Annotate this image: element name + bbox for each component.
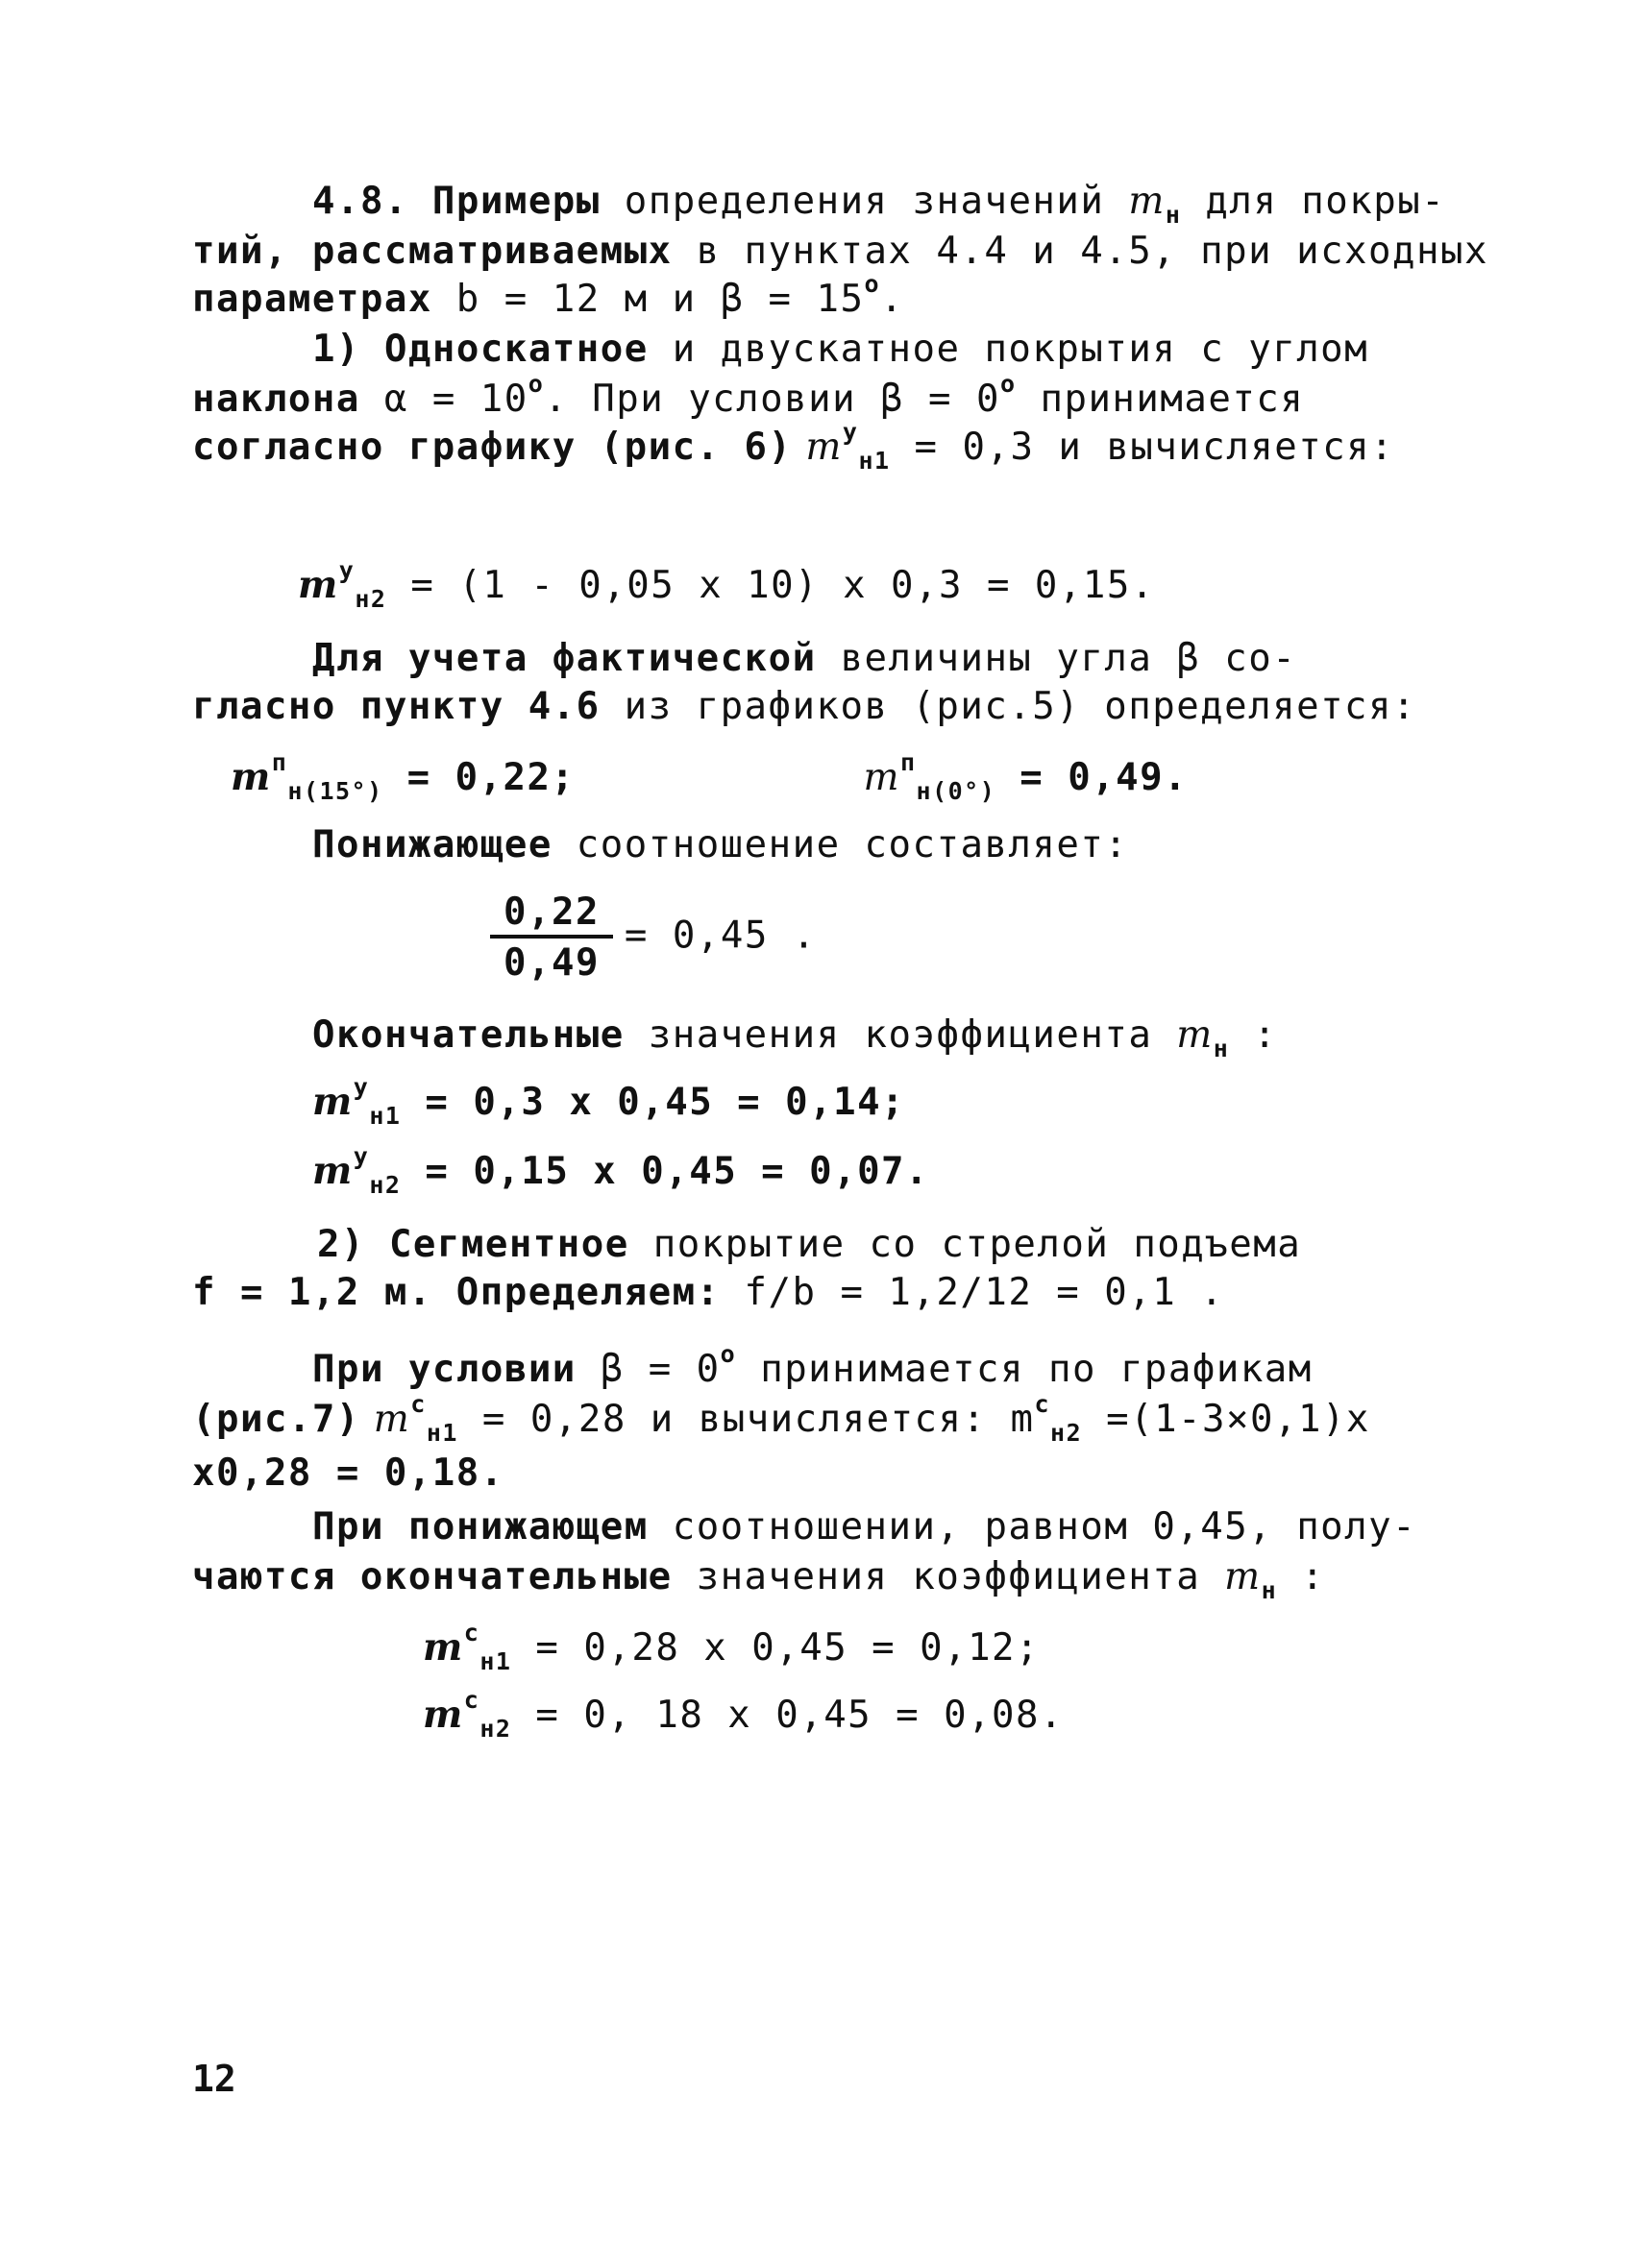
line-16: При понижающем соотношении, равном 0,45, полу- bbox=[312, 1505, 1417, 1549]
line-1: 4.8. Примеры определения значений $m_н$ для покры- bbox=[312, 180, 1446, 229]
line-4: 1) Односкатное и двускатное покрытия с углом bbox=[312, 328, 1369, 371]
line-9: Понижающее соотношение составляет: bbox=[312, 823, 1129, 866]
line-13: При условии $\beta = 0^о$ принимается по графикам bbox=[312, 1340, 1313, 1391]
line-17: чаются окончательные значения коэффициента $m_н$ : bbox=[192, 1555, 1326, 1604]
line-3: параметрах b = 12 м и $\beta = 15^о$. bbox=[192, 270, 904, 321]
line-12: f = 1,2 м. Определяем: f/b = 1,2/12 = 0,1 . bbox=[192, 1271, 1225, 1314]
formula-m-y-n1-final: $m^у_{н1} = 0,3$ x 0,45 = 0,14; bbox=[312, 1073, 906, 1130]
formula-m-c-n1-final: $m^с_{н1} = 0,28$ x 0,45 = 0,12; bbox=[423, 1619, 1041, 1675]
line-6: согласно графику (рис. 6) $m^у_{н1} = 0,3$ и вычисляется: bbox=[192, 418, 1395, 475]
line-5: наклона $\alpha = 10^о$. При условии $\beta = 0^о$ принимается bbox=[192, 370, 1305, 421]
fraction: $\frac{0,22}{0,49}$ bbox=[490, 893, 613, 982]
line-2: тий, рассматриваемых в пунктах 4.4 и 4.5, при исходных bbox=[192, 230, 1488, 273]
line-11: 2) Сегментное покрытие со стрелой подъема bbox=[317, 1223, 1302, 1266]
formula-ratio: $\frac{0,22}{0,49}$ = 0,45 . bbox=[490, 893, 817, 982]
line-10: Окончательные значения коэффициента $m_н$ : bbox=[312, 1013, 1278, 1062]
formula-m-p: $m^п_{н(15^\circ)} = 0,22$; $m^п_{н(0^\circ)} = 0,49$. bbox=[231, 748, 1189, 805]
line-14: (рис.7) $m^с_{н1} = 0,28$ и вычисляется: $m^с_{н2} =(1-3\times 0,1)x$ bbox=[192, 1390, 1370, 1447]
line-8: гласно пункту 4.6 из графиков (рис.5) определяется: bbox=[192, 685, 1416, 728]
line-7: Для учета фактической величины угла β со- bbox=[312, 637, 1297, 680]
formula-m-y-n2: $m^у_{н2} = (1 - 0,05$ x 10) x 0,3 = 0,15. bbox=[298, 556, 1155, 613]
formula-m-c-n2-final: $m^с_{н2} = 0$, 18 x 0,45 = 0,08. bbox=[423, 1686, 1064, 1743]
formula-m-y-n2-final: $m^у_{н2} = 0,15$ x 0,45 = 0,07. bbox=[312, 1142, 930, 1199]
line-15: x0,28 = 0,18. bbox=[192, 1451, 504, 1495]
page-number: 12 bbox=[192, 2058, 236, 2100]
